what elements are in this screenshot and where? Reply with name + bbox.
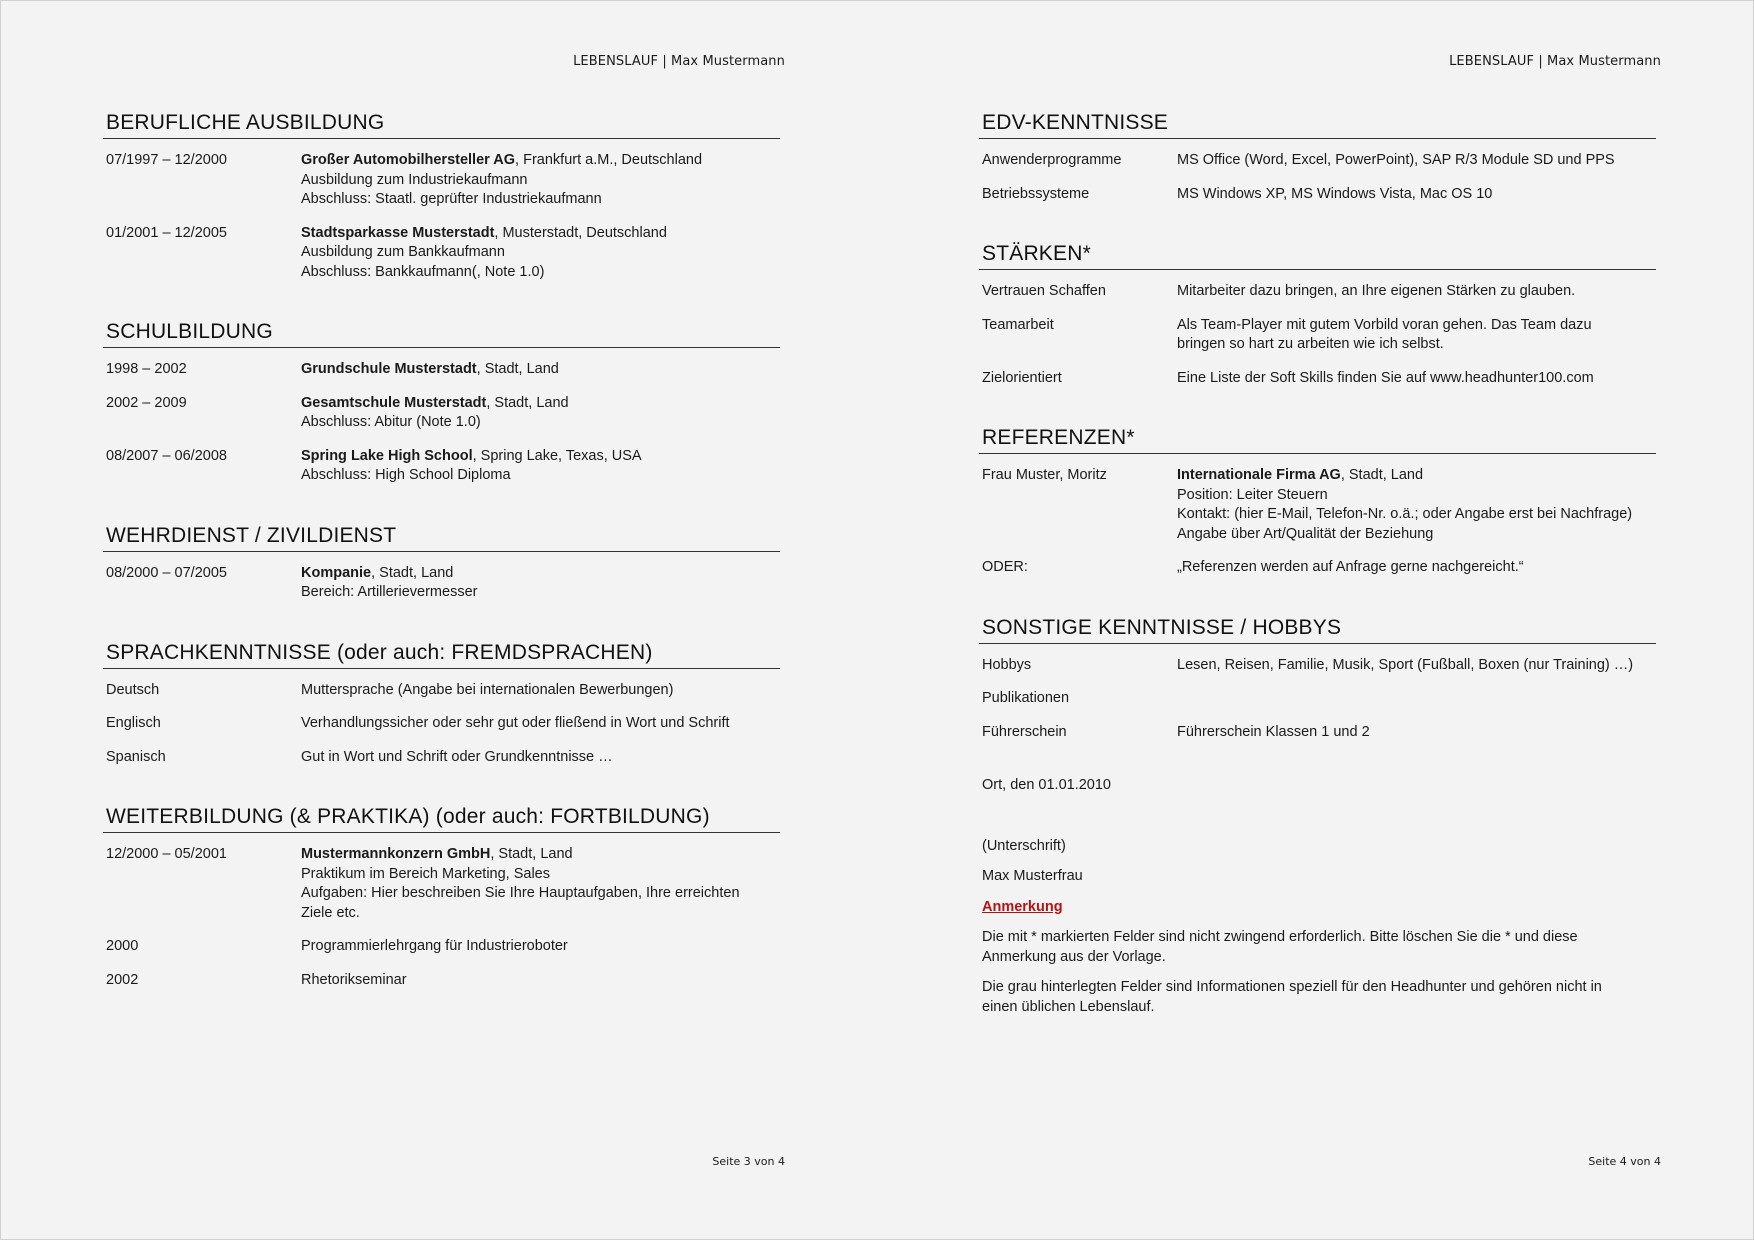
row-detail-text: , Spring Lake, Texas, USA bbox=[472, 447, 642, 464]
section-rows bbox=[103, 139, 780, 282]
row-detail-text: Mitarbeiter dazu bringen, an Ihre eigenen Stärken zu glauben. bbox=[1177, 283, 1576, 299]
row-label: Deutsch bbox=[106, 681, 160, 698]
row-label: 2002 – 2009 bbox=[106, 394, 187, 411]
row-detail bbox=[1177, 466, 1656, 544]
note-text: Die grau hinterlegten Felder sind Informationen speziell für den Headhunter und gehören nicht in einen üblichen Lebenslauf. bbox=[982, 979, 1602, 1015]
row-detail-line: Praktikum im Bereich Marketing, Sales bbox=[301, 865, 550, 882]
section-rows bbox=[979, 270, 1656, 388]
row-org-name: Gesamtschule Musterstadt bbox=[301, 394, 487, 411]
row-detail-text: Führerschein Klassen 1 und 2 bbox=[1177, 723, 1370, 740]
row-label: Frau Muster, Moritz bbox=[982, 467, 1107, 483]
place-date: Ort, den 01.01.2010 bbox=[982, 777, 1111, 793]
row-label: Publikationen bbox=[982, 690, 1070, 706]
row-detail-line: Position: Leiter Steuern bbox=[1177, 486, 1328, 503]
cv-row bbox=[979, 689, 1656, 709]
row-detail-line: Aufgaben: Hier beschreiben Sie Ihre Hauptaufgaben, Ihre erreichten bbox=[301, 885, 740, 901]
note-heading bbox=[979, 898, 1656, 918]
page-header: LEBENSLAUF | Max Mustermann bbox=[573, 54, 785, 69]
cv-section bbox=[979, 426, 1656, 578]
section-rows bbox=[103, 552, 780, 603]
section-rows bbox=[103, 669, 780, 768]
row-label: 12/2000 – 05/2001 bbox=[106, 846, 227, 862]
cv-row bbox=[979, 316, 1656, 355]
row-label: Zielorientiert bbox=[982, 369, 1062, 386]
row-detail bbox=[301, 937, 780, 957]
cv-row bbox=[979, 656, 1656, 676]
row-detail-text: Gut in Wort und Schrift oder Grundkenntnisse … bbox=[301, 748, 613, 765]
row-detail-text: , Frankfurt a.M., Deutschland bbox=[515, 152, 703, 168]
row-detail bbox=[301, 224, 780, 283]
row-detail-text: Lesen, Reisen, Familie, Musik, Sport (Fußball, Boxen (nur Training) …) bbox=[1177, 656, 1634, 673]
row-detail-text: , Stadt, Land bbox=[490, 846, 573, 862]
section-title: SONSTIGE KENNTNISSE / HOBBYS bbox=[979, 616, 1656, 644]
row-detail-line: Bereich: Artillerievermesser bbox=[301, 584, 478, 600]
row-detail-line bbox=[1177, 656, 1656, 676]
row-detail-line bbox=[301, 360, 780, 380]
row-org-name: Grundschule Musterstadt bbox=[301, 361, 477, 377]
row-detail-line bbox=[1177, 466, 1656, 486]
section-title: STÄRKEN* bbox=[979, 242, 1656, 270]
row-org-name: Mustermannkonzern GmbH bbox=[301, 846, 491, 862]
section-title: EDV-KENNTNISSE bbox=[979, 111, 1656, 139]
row-detail-text: , Stadt, Land bbox=[486, 394, 569, 411]
cv-row bbox=[103, 564, 780, 603]
row-label: Führerschein bbox=[982, 723, 1067, 740]
page-content bbox=[103, 111, 780, 1028]
row-detail-line bbox=[1177, 316, 1656, 336]
row-label: 08/2000 – 07/2005 bbox=[106, 564, 227, 581]
note-text: Die mit * markierten Felder sind nicht zwingend erforderlich. Bitte löschen Sie die * und diese Anmerkung aus der Vorlage. bbox=[982, 929, 1578, 965]
row-label: ODER: bbox=[982, 559, 1028, 575]
row-org-name: Stadtsparkasse Musterstadt bbox=[301, 224, 495, 241]
cv-row bbox=[103, 224, 780, 283]
row-detail bbox=[1177, 316, 1656, 355]
row-label: Teamarbeit bbox=[982, 316, 1054, 333]
cv-row bbox=[103, 360, 780, 380]
cv-row bbox=[103, 971, 780, 991]
row-label: 1998 – 2002 bbox=[106, 361, 187, 377]
row-detail-line bbox=[301, 224, 780, 244]
cv-section bbox=[979, 111, 1656, 204]
row-detail bbox=[1177, 723, 1656, 743]
row-detail bbox=[301, 360, 780, 380]
row-detail bbox=[1177, 185, 1656, 205]
cv-row bbox=[103, 937, 780, 957]
cv-row bbox=[979, 723, 1656, 743]
section-rows bbox=[979, 139, 1656, 204]
row-detail-line: Ausbildung zum Industriekaufmann bbox=[301, 171, 528, 188]
row-detail-text: „Referenzen werden auf Anfrage gerne nachgereicht.“ bbox=[1177, 559, 1524, 575]
row-detail-line bbox=[301, 971, 780, 991]
row-detail bbox=[1177, 282, 1656, 302]
page-3 bbox=[103, 1, 785, 1239]
row-detail-line: Kontakt: (hier E-Mail, Telefon-Nr. o.ä.; oder Angabe erst bei Nachfrage) bbox=[1177, 506, 1633, 522]
row-detail bbox=[1177, 151, 1656, 171]
row-label: 01/2001 – 12/2005 bbox=[106, 224, 227, 241]
row-detail-text: Verhandlungssicher oder sehr gut oder fließend in Wort und Schrift bbox=[301, 715, 730, 731]
section-title: WEHRDIENST / ZIVILDIENST bbox=[103, 524, 780, 552]
row-detail-line: Abschluss: Abitur (Note 1.0) bbox=[301, 414, 481, 430]
section-title: SCHULBILDUNG bbox=[103, 320, 780, 348]
row-detail bbox=[1177, 558, 1656, 578]
row-label: Anwenderprogramme bbox=[982, 152, 1122, 168]
row-detail-line bbox=[1177, 723, 1656, 743]
row-detail-text: , Musterstadt, Deutschland bbox=[494, 224, 667, 241]
row-detail bbox=[301, 447, 780, 486]
row-detail-text: Programmierlehrgang für Industrieroboter bbox=[301, 938, 568, 954]
row-detail bbox=[301, 748, 780, 768]
row-detail-line bbox=[1177, 185, 1656, 205]
row-detail-line bbox=[301, 714, 780, 734]
page-4 bbox=[979, 1, 1661, 1239]
row-detail bbox=[301, 845, 780, 923]
row-detail bbox=[301, 714, 780, 734]
closing-block bbox=[979, 776, 1656, 1017]
row-detail-line bbox=[301, 447, 780, 467]
cv-section bbox=[103, 805, 780, 990]
row-detail bbox=[301, 151, 780, 210]
row-label: Betriebssysteme bbox=[982, 185, 1090, 202]
section-title: WEITERBILDUNG (& PRAKTIKA) (oder auch: FORTBILDUNG) bbox=[103, 805, 780, 833]
row-detail-line bbox=[301, 151, 780, 171]
row-org-name: Großer Automobilhersteller AG bbox=[301, 152, 516, 168]
section-rows bbox=[979, 644, 1656, 743]
cv-row bbox=[103, 394, 780, 433]
row-detail-line bbox=[301, 748, 780, 768]
row-detail-line bbox=[1177, 558, 1656, 578]
cv-section bbox=[103, 524, 780, 603]
cv-row bbox=[103, 714, 780, 734]
note-title: Anmerkung bbox=[982, 898, 1063, 915]
row-label: 08/2007 – 06/2008 bbox=[106, 447, 227, 464]
row-detail-line: Abschluss: Staatl. geprüfter Industriekaufmann bbox=[301, 191, 602, 207]
cv-section bbox=[979, 242, 1656, 388]
cv-section bbox=[103, 320, 780, 486]
row-detail-text: Als Team-Player mit gutem Vorbild voran gehen. Das Team dazu bbox=[1177, 316, 1592, 333]
cv-row bbox=[979, 558, 1656, 578]
row-detail-line: Angabe über Art/Qualität der Beziehung bbox=[1177, 525, 1434, 542]
row-label: Vertrauen Schaffen bbox=[982, 283, 1106, 299]
section-rows bbox=[103, 833, 780, 990]
row-detail-text: , Stadt, Land bbox=[371, 564, 454, 581]
cv-row bbox=[979, 466, 1656, 544]
signature-label: (Unterschrift) bbox=[982, 837, 1066, 854]
row-label: 07/1997 – 12/2000 bbox=[106, 152, 227, 168]
section-title: SPRACHKENNTNISSE (oder auch: FREMDSPRACHEN) bbox=[103, 641, 780, 669]
row-detail-text: Eine Liste der Soft Skills finden Sie auf www.headhunter100.com bbox=[1177, 369, 1594, 386]
row-detail bbox=[301, 681, 780, 701]
cv-row bbox=[103, 748, 780, 768]
row-detail bbox=[1177, 656, 1656, 676]
cv-section bbox=[103, 641, 780, 768]
cv-row bbox=[103, 845, 780, 923]
row-detail-text: MS Windows XP, MS Windows Vista, Mac OS 10 bbox=[1177, 185, 1493, 202]
row-label: 2000 bbox=[106, 938, 139, 954]
cv-row bbox=[979, 282, 1656, 302]
row-detail-line: Abschluss: High School Diploma bbox=[301, 467, 511, 483]
row-org-name: Spring Lake High School bbox=[301, 447, 473, 464]
row-label: 2002 bbox=[106, 971, 139, 988]
row-detail-line bbox=[301, 845, 780, 865]
row-detail bbox=[301, 971, 780, 991]
row-detail-line bbox=[301, 681, 780, 701]
signer-name: Max Musterfrau bbox=[982, 868, 1083, 884]
row-detail bbox=[301, 394, 780, 433]
cv-row bbox=[979, 369, 1656, 389]
row-detail-line bbox=[1177, 369, 1656, 389]
row-detail-text: MS Office (Word, Excel, PowerPoint), SAP R/3 Module SD und PPS bbox=[1177, 152, 1615, 168]
cv-section bbox=[103, 111, 780, 282]
cv-row bbox=[103, 681, 780, 701]
page-footer: Seite 4 von 4 bbox=[1588, 1155, 1661, 1168]
row-detail-text: Muttersprache (Angabe bei internationalen Bewerbungen) bbox=[301, 681, 674, 698]
row-detail-line bbox=[1177, 282, 1656, 302]
cv-row bbox=[979, 185, 1656, 205]
row-detail-line: Ausbildung zum Bankkaufmann bbox=[301, 244, 505, 260]
row-detail bbox=[301, 564, 780, 603]
row-label: Hobbys bbox=[982, 656, 1032, 673]
row-detail-line: Abschluss: Bankkaufmann(, Note 1.0) bbox=[301, 263, 545, 280]
row-org-name: Kompanie bbox=[301, 564, 372, 581]
page-content bbox=[979, 111, 1656, 1017]
section-title: BERUFLICHE AUSBILDUNG bbox=[103, 111, 780, 139]
row-detail-line bbox=[301, 937, 780, 957]
row-label: Spanisch bbox=[106, 748, 166, 765]
row-label: Englisch bbox=[106, 715, 161, 731]
cv-row bbox=[103, 151, 780, 210]
row-detail-text: , Stadt, Land bbox=[476, 361, 559, 377]
row-detail bbox=[1177, 689, 1656, 709]
page-header: LEBENSLAUF | Max Mustermann bbox=[1449, 54, 1661, 69]
row-detail-text: Rhetorikseminar bbox=[301, 971, 407, 988]
section-rows bbox=[979, 454, 1656, 578]
cv-section bbox=[979, 616, 1656, 743]
cv-row bbox=[979, 151, 1656, 171]
row-detail bbox=[1177, 369, 1656, 389]
page-footer: Seite 3 von 4 bbox=[712, 1155, 785, 1168]
row-detail-line: Ziele etc. bbox=[301, 904, 360, 921]
row-detail-line bbox=[301, 394, 780, 414]
row-org-name: Internationale Firma AG bbox=[1177, 467, 1341, 483]
row-detail-text: , Stadt, Land bbox=[1340, 467, 1424, 483]
row-detail-line bbox=[301, 564, 780, 584]
section-rows bbox=[103, 348, 780, 486]
row-detail-line: bringen so hart zu arbeiten wie ich selbst. bbox=[1177, 336, 1444, 352]
cv-row bbox=[103, 447, 780, 486]
row-detail-line bbox=[1177, 151, 1656, 171]
section-title: REFERENZEN* bbox=[979, 426, 1656, 454]
